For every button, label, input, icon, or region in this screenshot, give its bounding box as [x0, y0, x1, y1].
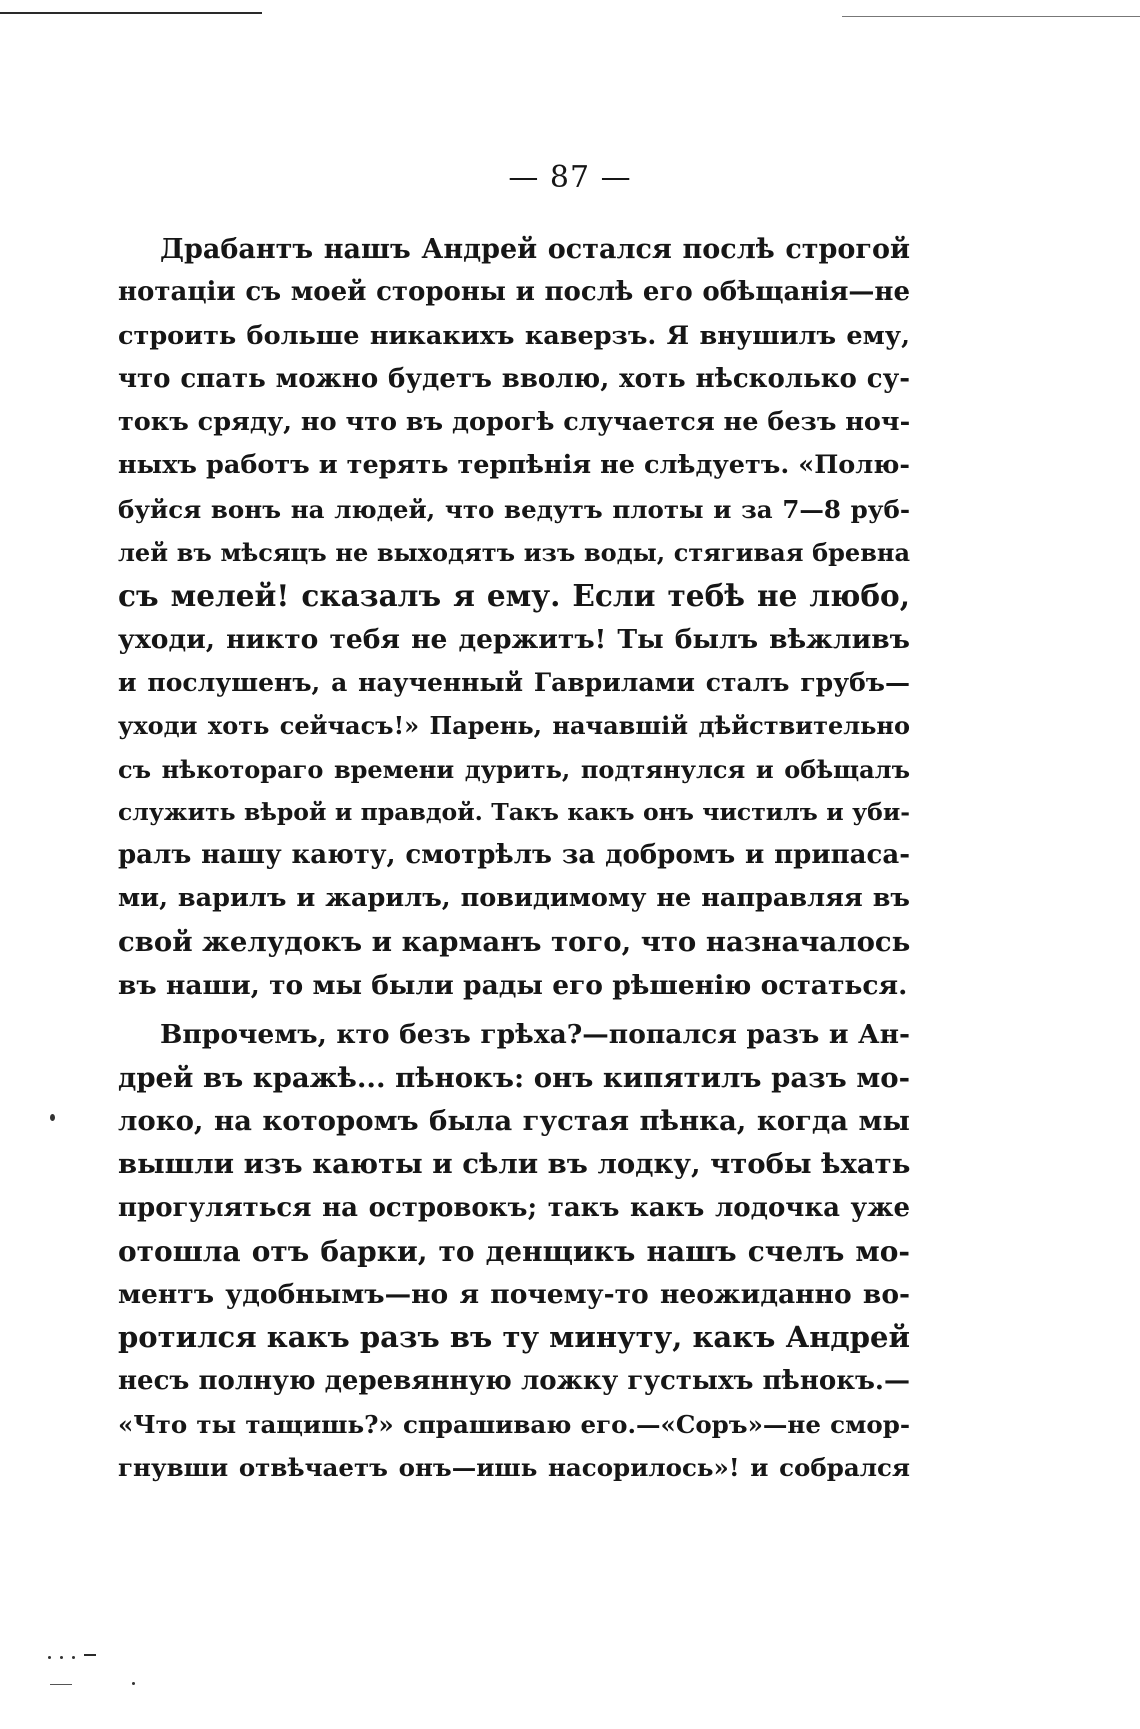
text-line: съ мелей! сказалъ я ему. Если тебѣ не любо, [118, 578, 910, 614]
text-line: локо, на которомъ была густая пѣнка, когда мы [118, 1104, 910, 1137]
text-line: ралъ нашу каюту, смотрѣлъ за добромъ и припаса- [118, 840, 910, 871]
text-line: ныхъ работъ и терять терпѣнія не слѣдуетъ. «Полю- [118, 450, 910, 481]
text-line: дрей въ кражѣ... пѣнокъ: онъ кипятилъ разъ мо- [118, 1061, 910, 1094]
text-line: ми, варилъ и жарилъ, повидимому не направляя въ [118, 883, 910, 914]
text-line: вышли изъ каюты и сѣли въ лодку, чтобы ѣхать [118, 1148, 911, 1181]
text-line: Драбантъ нашъ Андрей остался послѣ строгой [160, 234, 910, 265]
paragraph [118, 1013, 910, 1489]
text-line: отошла отъ барки, то денщикъ нашъ счелъ мо- [118, 1234, 910, 1268]
text-line: и послушенъ, а наученный Гаврилами сталъ грубъ— [118, 667, 910, 697]
text-line: уходи, никто тебя не держитъ! Ты былъ вѣжливъ [118, 623, 910, 655]
bottom-left-scan-mark [84, 1654, 96, 1656]
bottom-left-speck [60, 1656, 63, 1659]
text-line: нотаціи съ моей стороны и послѣ его обѣщанія—не [118, 277, 910, 308]
text-line: гнувши отвѣчаетъ онъ—ишь насорилось»! и собрался [118, 1453, 910, 1483]
text-line: служить вѣрой и правдой. Такъ какъ онъ чистилъ и уби- [118, 797, 910, 826]
text-line: несъ полную деревянную ложку густыхъ пѣнокъ.— [118, 1365, 910, 1396]
text-line: строить больше никакихъ каверзъ. Я внушилъ ему, [118, 320, 910, 351]
page-number: — 87 — [508, 160, 632, 195]
text-line: свой желудокъ и карманъ того, что назначалось [118, 925, 911, 958]
bottom-left-speck [132, 1682, 135, 1685]
bottom-left-speck [48, 1656, 51, 1659]
text-line: лей въ мѣсяцъ не выходятъ изъ воды, стягивая бревна [118, 538, 910, 568]
bottom-left-scan-mark [50, 1684, 72, 1685]
body-text [118, 228, 910, 1490]
paragraph [118, 228, 910, 1007]
text-line: токъ сряду, но что въ дорогѣ случается не безъ ноч- [118, 407, 911, 438]
text-line: что спать можно будетъ вволю, хоть нѣсколько су- [118, 363, 910, 394]
bottom-left-speck [72, 1656, 75, 1659]
top-right-scan-rule [842, 16, 1140, 17]
text-line: буйся вонъ на людей, что ведутъ плоты и за 7—8 руб- [118, 494, 910, 524]
text-line: Впрочемъ, кто безъ грѣха?—попался разъ и Ан- [160, 1019, 910, 1051]
margin-speck [50, 1114, 55, 1121]
text-line: въ наши, то мы были рады его рѣшенію остаться. [118, 970, 908, 1002]
text-line: уходи хоть сейчасъ!» Парень, начавшій дѣйствительно [118, 711, 910, 741]
top-left-scan-rule [0, 12, 262, 14]
text-line: прогуляться на островокъ; такъ какъ лодочка уже [118, 1192, 910, 1223]
text-line: ротился какъ разъ въ ту минуту, какъ Андрей [118, 1320, 910, 1355]
text-line: ментъ удобнымъ—но я почему-то неожиданно во- [118, 1279, 910, 1311]
text-line: съ нѣкотораго времени дурить, подтянулся и обѣщалъ [118, 754, 910, 784]
text-line: «Что ты тащишь?» спрашиваю его.—«Соръ»—не смор- [118, 1410, 910, 1440]
